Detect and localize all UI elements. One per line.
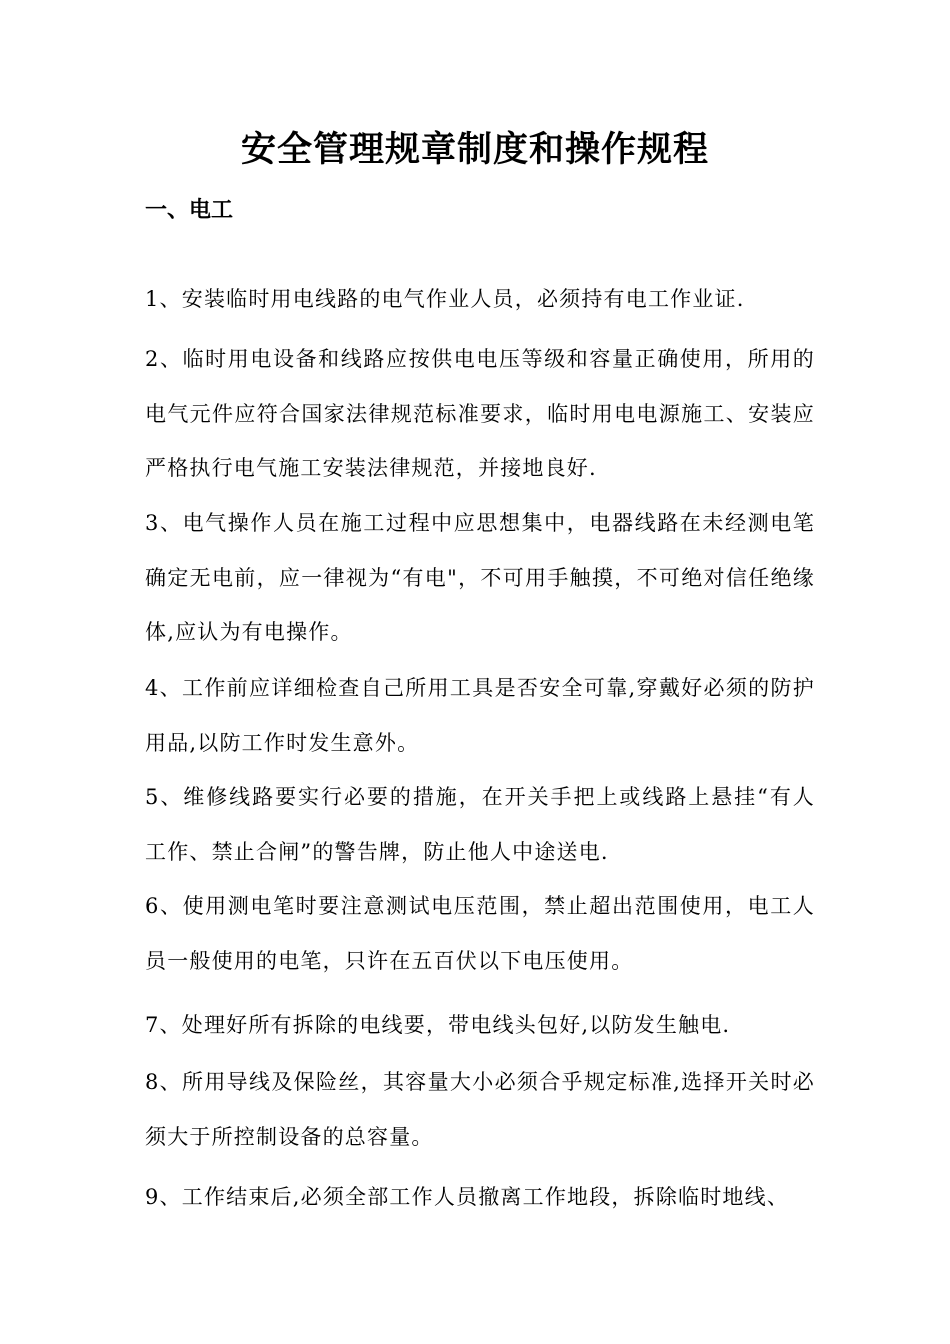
- paragraph-5: 5、维修线路要实行必要的措施，在开关手把上或线路上悬挂“有人工作、禁止合闸”的警告牌，防止他人中途送电.: [145, 785, 815, 864]
- paragraph-7: 7、处理好所有拆除的电线要，带电线头包好,以防发生触电.: [145, 1013, 731, 1037]
- paragraph-8: 8、所用导线及保险丝，其容量大小必须合乎规定标准,选择开关时必须大于所控制设备的总容量。: [145, 1070, 815, 1149]
- section-heading: 一、电工: [145, 197, 234, 223]
- document-title: 安全管理规章制度和操作规程: [240, 129, 709, 170]
- paragraph-4: 4、工作前应详细检查自己所用工具是否安全可靠,穿戴好必须的防护用品,以防工作时发生意外。: [145, 676, 815, 755]
- paragraph-6: 6、使用测电笔时要注意测试电压范围，禁止超出范围使用，电工人员一般使用的电笔，只许在五百伏以下电压使用。: [145, 894, 815, 973]
- paragraph-9: 9、工作结束后,必须全部工作人员撤离工作地段，拆除临时地线、: [145, 1185, 790, 1209]
- paragraph-2: 2、临时用电设备和线路应按供电电压等级和容量正确使用，所用的电气元件应符合国家法律规范标准要求，临时用电电源施工、安装应严格执行电气施工安装法律规范，并接地良好.: [145, 347, 815, 480]
- paragraph-3: 3、电气操作人员在施工过程中应思想集中，电器线路在未经测电笔确定无电前，应一律视为“有电"，不可用手触摸，不可绝对信任绝缘体,应认为有电操作。: [145, 511, 815, 644]
- paragraph-1: 1、安装临时用电线路的电气作业人员，必须持有电工作业证.: [145, 287, 745, 311]
